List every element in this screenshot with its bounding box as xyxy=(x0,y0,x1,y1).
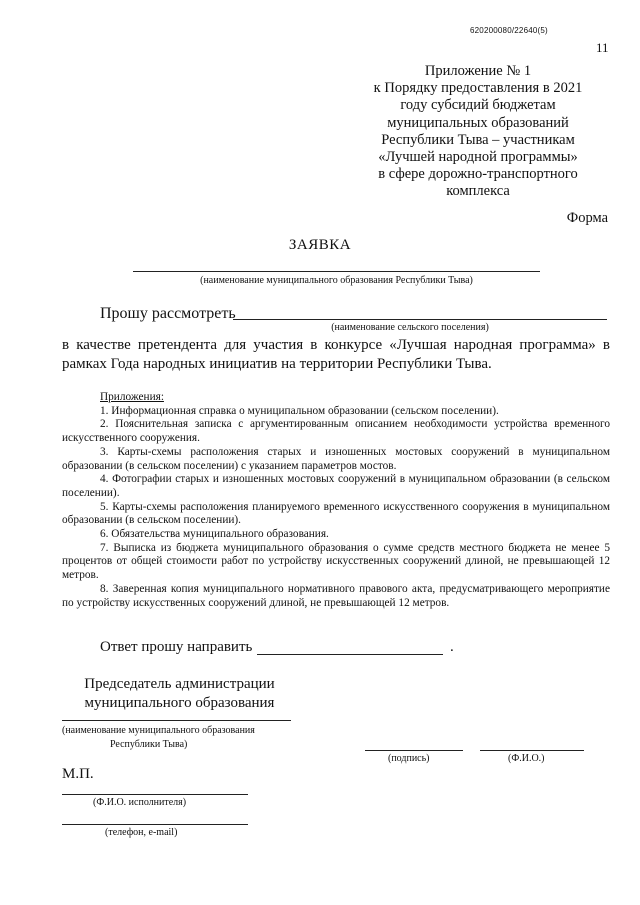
mo-caption-line: Республики Тыва) xyxy=(110,739,188,750)
fio-caption: (Ф.И.О.) xyxy=(508,753,545,764)
request-text-line-2: рамках Года народных инициатив на территории Республики Тыва. xyxy=(62,356,492,372)
settlement-name-line xyxy=(233,319,607,320)
request-text-line-1: в качестве претендента для участия в конкурсе «Лучшая народная программа» в xyxy=(62,337,610,353)
stamp-place: М.П. xyxy=(62,766,94,782)
appendix-line: «Лучшей народной программы» xyxy=(378,149,578,166)
document-title: ЗАЯВКА xyxy=(288,237,352,253)
appendix-line: году субсидий бюджетам xyxy=(400,97,556,114)
signature-line xyxy=(365,750,463,751)
attachment-item: 5. Карты-схемы расположения планируемого временного искусственного сооружения в муниципальном образовании (в сельском поселении). xyxy=(62,500,610,527)
attachment-item: 1. Информационная справка о муниципальном образовании (сельском поселении). xyxy=(100,404,499,417)
chairman-title xyxy=(62,675,297,713)
page-number: 11 xyxy=(596,40,609,55)
attachment-item: 2. Пояснительная записка с аргументированным описанием необходимости устройства временного искусственного сооружения. xyxy=(62,418,610,445)
appendix-line: Приложение № 1 xyxy=(424,63,532,79)
attachment-item: 7. Выписка из бюджета муниципального образования о сумме средств местного бюджета не менее 5 процентов от общей стоимости работ по устройству искусственных сооружений длиной, не превышающей 12 метров. xyxy=(62,541,610,582)
attachments-heading: Приложения: xyxy=(100,391,164,403)
municipality-caption: (наименование муниципального образования Республики Тыва) xyxy=(200,275,473,286)
response-end: . xyxy=(450,639,454,655)
settlement-caption: (наименование сельского поселения) xyxy=(331,322,489,333)
request-lead: Прошу рассмотреть xyxy=(100,305,236,322)
appendix-line: муниципальных образований xyxy=(387,114,569,131)
chairman-title-line: Председатель администрации xyxy=(84,676,275,692)
phone-caption: (телефон, e-mail) xyxy=(105,827,178,838)
phone-line xyxy=(62,824,248,825)
mo-caption-line: (наименование муниципального образования xyxy=(62,725,255,736)
attachment-item: 3. Карты-схемы расположения старых и изношенных мостовых сооружений в муниципальном образовании (в сельском поселении) с указанием параметров мостов. xyxy=(62,445,610,472)
attachments-list xyxy=(62,391,610,610)
appendix-line: в сфере дорожно-транспортного xyxy=(378,166,578,183)
attachment-item: 6. Обязательства муниципального образования. xyxy=(100,528,329,541)
form-label: Форма xyxy=(566,210,608,226)
attachment-item: 8. Заверенная копия муниципального нормативного правового акта, предусматривающего мероприятие по устройству искусственных сооружений длиной, не превышающей 12 метров. xyxy=(62,582,610,609)
executor-line xyxy=(62,794,248,795)
attachment-item: 4. Фотографии старых и изношенных мостовых сооружений в муниципальном образовании (в сельском поселении). xyxy=(62,473,610,499)
municipality-name-line xyxy=(133,271,540,272)
appendix-reference xyxy=(348,63,608,201)
appendix-line: к Порядку предоставления в 2021 xyxy=(373,80,583,97)
response-address-line xyxy=(257,654,443,655)
signature-caption: (подпись) xyxy=(388,753,430,764)
mo-name-line xyxy=(62,720,291,721)
executor-caption: (Ф.И.О. исполнителя) xyxy=(93,797,187,808)
appendix-line: Республики Тыва – участникам xyxy=(381,131,575,148)
response-label: Ответ прошу направить xyxy=(100,639,253,655)
chairman-title-line: муниципального образования xyxy=(84,695,275,711)
fio-line xyxy=(480,750,584,751)
mo-caption xyxy=(62,724,255,752)
document-code: 620200080/22640(5) xyxy=(470,26,548,35)
appendix-line: комплекса xyxy=(446,183,510,200)
